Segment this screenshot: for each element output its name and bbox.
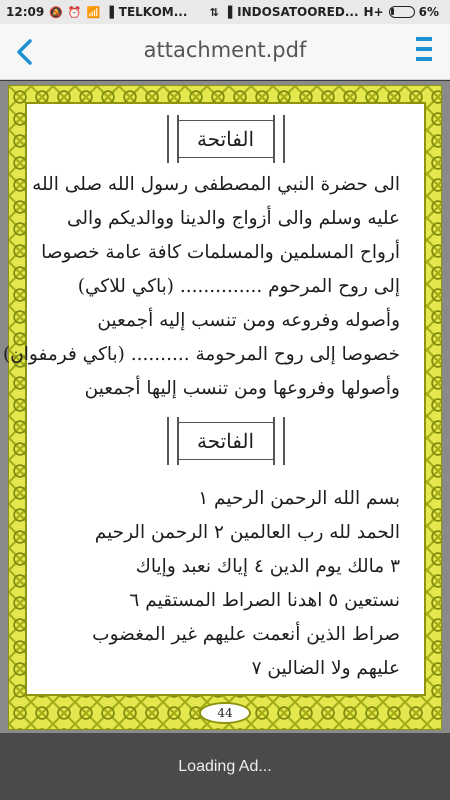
dedication-line: أرواح المسلمين والمسلمات كافة عامة خصوصا (41, 242, 400, 263)
menu-button[interactable] (408, 34, 442, 70)
page-number: 44 (199, 702, 251, 724)
status-bar (0, 0, 450, 24)
pdf-viewer[interactable] (0, 81, 450, 733)
page-title: attachment.pdf (143, 38, 307, 62)
silent-icon: 🔕 (49, 5, 63, 19)
heading-al-fatiha: الفاتحة (178, 120, 274, 158)
surah-line: ٣ مالك يوم الدين ٤ إياك نعبد وإياك (135, 556, 400, 577)
heading-al-fatiha-2: الفاتحة (178, 422, 274, 460)
surah-line: الحمد لله رب العالمين ٢ الرحمن الرحيم (94, 522, 400, 543)
dedication-line: وأصوله وفروعه ومن تنسب إليه أجمعين (97, 310, 400, 331)
network-type: H+ (363, 5, 384, 19)
carrier-2: INDOSATOORED... (237, 5, 359, 19)
dedication-line: الى حضرة النبي المصطفى رسول الله صلى الله (32, 174, 400, 195)
back-button[interactable] (6, 32, 42, 72)
status-time: 12:09 (6, 5, 45, 19)
data-transfer-icon: ⇅ (209, 5, 219, 19)
hamburger-menu-icon (416, 37, 432, 41)
surah-line: بسم الله الرحمن الرحيم ١ (198, 488, 400, 509)
surah-line: صراط الذين أنعمت عليهم غير المغضوب (92, 624, 400, 645)
dedication-line: عليه وسلم والى أزواج والدينا ووالديكم والى (67, 208, 400, 229)
wifi-icon: 📶 (86, 5, 101, 19)
ad-banner[interactable] (0, 733, 450, 800)
battery-icon (389, 6, 415, 18)
surah-line: نستعين ٥ اهدنا الصراط المستقيم ٦ (129, 590, 400, 611)
dedication-line: إلى روح المرحوم .............. (باكي للاكي) (77, 276, 400, 297)
app-bar (0, 24, 450, 80)
battery-level: 6% (418, 5, 439, 19)
page-content (2, 102, 426, 696)
pdf-page[interactable] (2, 85, 442, 730)
signal-2-icon: ▐ (223, 5, 233, 19)
dedication-line: خصوصا إلى روح المرحومة .......... (باكي فرمفوان) (2, 344, 400, 365)
ad-loading-text: Loading Ad... (178, 757, 272, 775)
surah-line: عليهم ولا الضالين ٧ (251, 658, 400, 679)
signal-icon: ▐ (105, 5, 114, 19)
carrier-1: TELKOM... (118, 5, 188, 19)
alarm-icon: ⏰ (67, 5, 82, 19)
back-chevron-icon (15, 38, 33, 66)
dedication-line: وأصولها وفروعها ومن تنسب إليها أجمعين (84, 378, 400, 399)
